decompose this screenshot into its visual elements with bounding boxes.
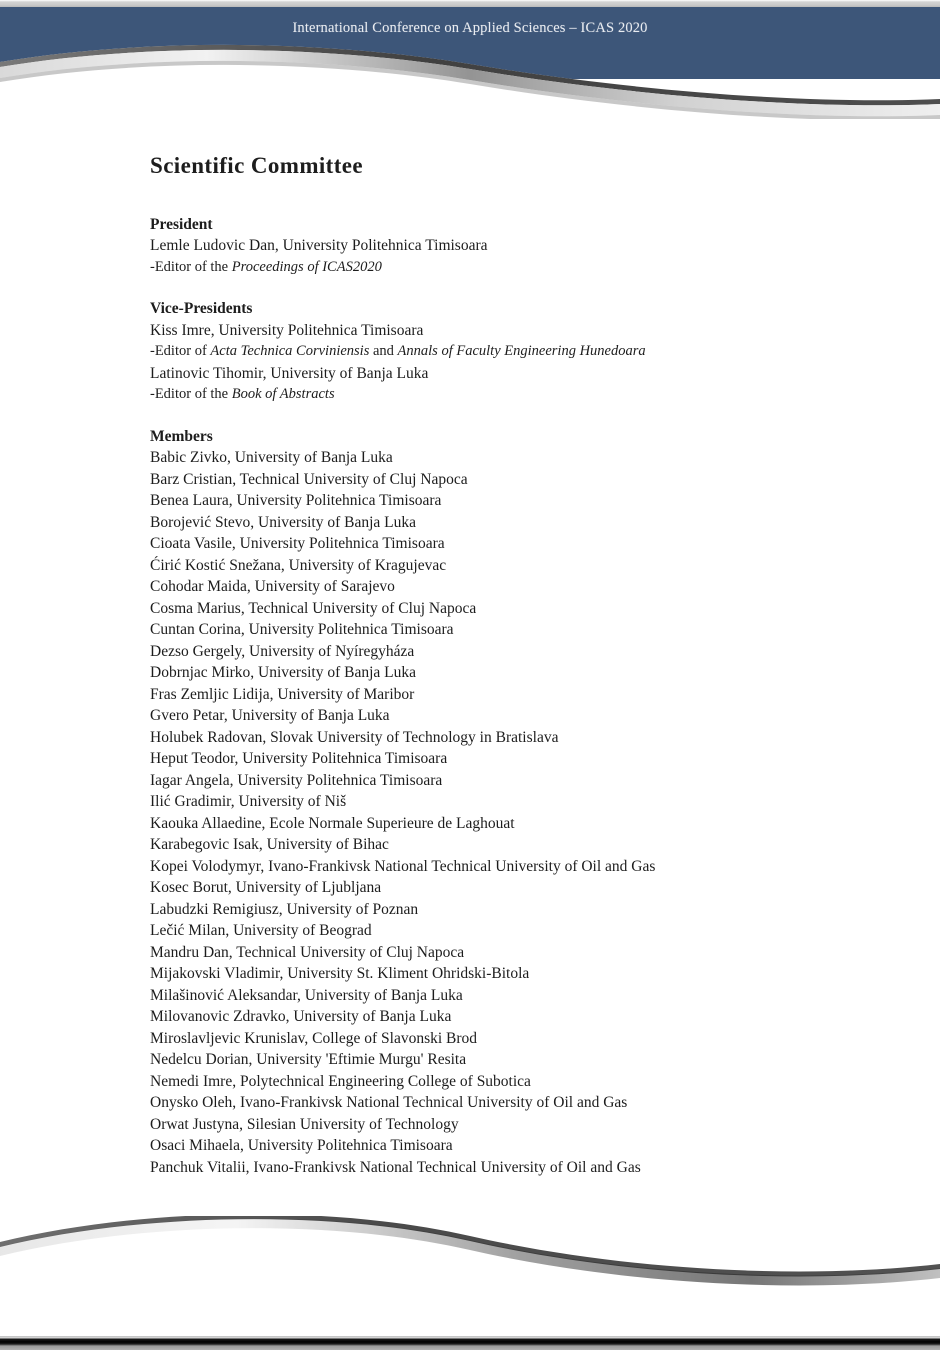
section-members [150, 426, 850, 1179]
vp1-note-prefix: -Editor of [150, 343, 211, 360]
vice-president-2-editor-note [150, 384, 850, 406]
page-title: Scientific Committee [150, 153, 364, 178]
page-top-border [0, 0, 940, 7]
member-list-item: Labudzki Remigiusz, University of Poznan [150, 900, 419, 918]
member-list-item: Gvero Petar, University of Banja Luka [150, 707, 390, 725]
member-list-item: Nemedi Imre, Polytechnical Engineering College of Subotica [150, 1072, 531, 1090]
member-list-item: Onysko Oleh, Ivano-Frankivsk National Technical University of Oil and Gas [150, 1094, 628, 1112]
president-editor-note [150, 257, 850, 279]
vp2-note-prefix: -Editor of the [150, 386, 232, 403]
member-list-item: Dezso Gergely, University of Nyíregyháza [150, 642, 415, 660]
member-list-item: Karabegovic Isak, University of Bihac [150, 836, 389, 854]
member-list-item: Ilić Gradimir, University of Niš [150, 793, 347, 811]
member-list-item: Benea Laura, University Politehnica Timisoara [150, 492, 442, 510]
member-list-item: Babic Zivko, University of Banja Luka [150, 449, 393, 467]
member-list-item: Heput Teodor, University Politehnica Timisoara [150, 750, 448, 768]
document-content [150, 152, 850, 1198]
president-name: Lemle Ludovic Dan, University Politehnica Timisoara [150, 237, 488, 255]
vice-president-1-name: Kiss Imre, University Politehnica Timisoara [150, 321, 424, 339]
vice-president-1-editor-note [150, 341, 850, 363]
footer-band [0, 1268, 940, 1336]
member-list-item: Mijakovski Vladimir, University St. Kliment Ohridski-Bitola [150, 965, 530, 983]
page-bottom-border [0, 1336, 940, 1350]
president-note-prefix: -Editor of the [150, 258, 232, 275]
member-list-item: Holubek Radovan, Slovak University of Technology in Bratislava [150, 728, 559, 746]
section-heading-vice-presidents: Vice-Presidents [150, 300, 253, 318]
footer-wave-decoration [0, 1216, 940, 1336]
page-title-header: International Conference on Applied Sciences – ICAS 2020 [292, 20, 648, 36]
member-list-item: Borojević Stevo, University of Banja Luka [150, 513, 417, 531]
section-heading-president: President [150, 215, 213, 233]
member-list-item: Milašinović Aleksandar, University of Banja Luka [150, 986, 463, 1004]
member-list-item: Nedelcu Dorian, University 'Eftimie Murgu' Resita [150, 1051, 467, 1069]
member-list-item: Osaci Mihaela, University Politehnica Timisoara [150, 1137, 453, 1155]
member-list-item: Cuntan Corina, University Politehnica Timisoara [150, 621, 454, 639]
member-list-item: Kaouka Allaedine, Ecole Normale Superieure de Laghouat [150, 814, 515, 832]
member-list-item: Miroslavljevic Krunislav, College of Slavonski Brod [150, 1029, 478, 1047]
member-list-item: Iagar Angela, University Politehnica Timisoara [150, 771, 443, 789]
member-list-item: Cohodar Maida, University of Sarajevo [150, 578, 395, 596]
section-president [150, 214, 850, 279]
member-list-item: Mandru Dan, Technical University of Cluj Napoca [150, 943, 465, 961]
member-list-item: Kopei Volodymyr, Ivano-Frankivsk National Technical University of Oil and Gas [150, 857, 656, 875]
member-list-item: Dobrnjac Mirko, University of Banja Luka [150, 664, 417, 682]
members-list [150, 447, 850, 1178]
vp2-note-italic: Book of Abstracts [231, 386, 335, 403]
member-list-item: Barz Cristian, Technical University of Cluj Napoca [150, 470, 468, 488]
member-list-item: Cioata Vasile, University Politehnica Timisoara [150, 535, 445, 553]
member-list-item: Milovanovic Zdravko, University of Banja Luka [150, 1008, 452, 1026]
member-list-item: Cosma Marius, Technical University of Cluj Napoca [150, 599, 477, 617]
vp1-note-italic: Acta Technica Corviniensis [210, 343, 370, 360]
member-list-item: Fras Zemljic Lidija, University of Maribor [150, 685, 415, 703]
section-vice-presidents [150, 298, 850, 406]
president-note-italic: Proceedings of ICAS2020 [231, 258, 382, 275]
member-list-item: Orwat Justyna, Silesian University of Technology [150, 1115, 459, 1133]
member-list-item: Ćirić Kostić Snežana, University of Kragujevac [150, 556, 447, 574]
section-heading-members: Members [150, 427, 213, 445]
vp1-note-italic2: Annals of Faculty Engineering Hunedoara [397, 343, 646, 360]
vp1-note-middle: and [369, 343, 398, 360]
header-band [0, 7, 940, 79]
member-list-item: Kosec Borut, University of Ljubljana [150, 879, 382, 897]
member-list-item: Lečić Milan, University of Beograd [150, 922, 372, 940]
vice-president-2-name: Latinovic Tihomir, University of Banja Luka [150, 364, 429, 382]
member-list-item: Panchuk Vitalii, Ivano-Frankivsk National Technical University of Oil and Gas [150, 1158, 641, 1176]
